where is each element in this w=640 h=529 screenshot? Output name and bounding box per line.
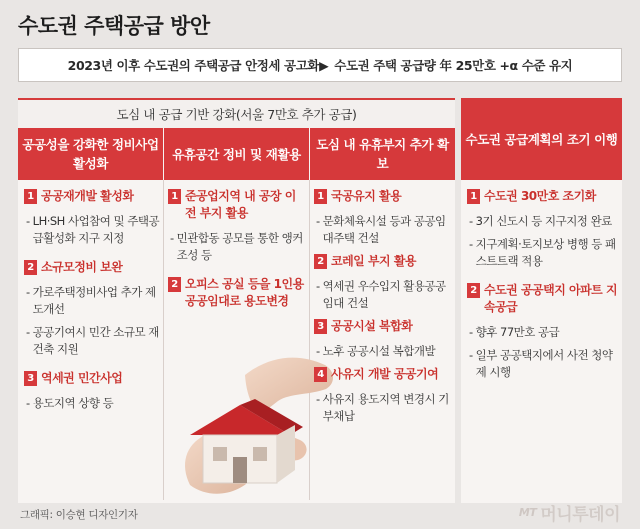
list-item: - 지구계획·토지보상 병행 등 패스트트랙 적용: [467, 236, 621, 270]
summary-left: 2023년 이후 수도권의 주택공급 안정세 공고화▶: [67, 58, 329, 73]
list-item: - 문화체육시설 등과 공공임대주택 건설: [314, 213, 452, 247]
section-title-text: 오피스 공실 등을 1인용 공공임대로 용도변경: [185, 277, 304, 308]
number-badge: 4: [314, 367, 327, 382]
column-header-4: 수도권 공급계획의 조기 이행: [461, 98, 622, 180]
column-4: [467, 188, 621, 387]
publisher-logo: [519, 500, 620, 525]
number-badge: 3: [314, 319, 327, 334]
page-title: 수도권 주택공급 방안: [18, 14, 210, 38]
summary-right: 수도권 주택 공급량 年 25만호 +α 수준 유지: [334, 58, 573, 73]
section-title: [314, 318, 452, 335]
list-item-text: 용도지역 상향 등: [32, 396, 114, 410]
list-item: - 가로주택정비사업 추가 제도개선: [24, 284, 162, 318]
number-badge: 1: [24, 189, 37, 204]
section-title: [168, 188, 306, 222]
section-title-text: 준공업지역 내 공장 이전 부지 활용: [185, 189, 296, 220]
column-header-2: 유휴공간 정비 및 재활용: [164, 128, 309, 180]
section-title-text: 역세권 민간사업: [41, 371, 123, 385]
list-item: - 민관합동 공모를 통한 앵커조성 등: [168, 230, 306, 264]
column-1: [24, 188, 162, 418]
summary-banner: [18, 48, 622, 82]
section-title-text: 수도권 공공택지 아파트 지속공급: [484, 283, 618, 314]
column-header-3: 도심 내 유휴부지 추가 확보: [310, 128, 455, 180]
list-item-text: 일부 공공택지에서 사전 청약제 시행: [475, 348, 613, 379]
list-item-text: 노후 공공시설 복합개발: [322, 344, 436, 358]
number-badge: 1: [467, 189, 480, 204]
section-title: [24, 188, 162, 205]
number-badge: 2: [314, 254, 327, 269]
logo-mark: MT: [518, 506, 537, 519]
list-item-text: 지구계획·토지보상 병행 등 패스트트랙 적용: [475, 237, 616, 268]
list-item-text: 공공기여시 민간 소규모 재건축 지원: [32, 325, 159, 356]
logo-name: 머니투데이: [540, 505, 620, 525]
list-item: - 역세권 우수입지 활용공공임대 건설: [314, 278, 452, 312]
section-title-text: 공공시설 복합화: [331, 319, 413, 333]
list-item-text: 가로주택정비사업 추가 제도개선: [32, 285, 156, 316]
list-item: - 3기 신도시 등 지구지정 완료: [467, 213, 621, 230]
section-title-text: 사유지 개발 공공기여: [331, 367, 439, 381]
number-badge: 2: [24, 260, 37, 275]
section-title: [314, 366, 452, 383]
list-item-text: LH·SH 사업참여 및 주택공급활성화 지구 지정: [32, 214, 160, 245]
list-item: - 노후 공공시설 복합개발: [314, 343, 452, 360]
section-title: [168, 276, 306, 310]
number-badge: 1: [314, 189, 327, 204]
list-item: - 사유지 용도지역 변경시 기부채납: [314, 391, 452, 425]
house-illustration: [150, 335, 340, 505]
section-title: [467, 282, 621, 316]
section-title-text: 소규모정비 보완: [41, 260, 123, 274]
number-badge: 2: [467, 283, 480, 298]
list-item: - 일부 공공택지에서 사전 청약제 시행: [467, 347, 621, 381]
list-item: - LH·SH 사업참여 및 주택공급활성화 지구 지정: [24, 213, 162, 247]
list-item-text: 문화체육시설 등과 공공임대주택 건설: [322, 214, 446, 245]
section-title: [467, 188, 621, 205]
number-badge: 3: [24, 371, 37, 386]
section-title: [314, 188, 452, 205]
graphic-credit: 그래픽: 이승현 디자인기자: [20, 509, 138, 521]
section-title: [314, 253, 452, 270]
list-item-text: 사유지 용도지역 변경시 기부채납: [322, 392, 449, 423]
column-header-1: 공공성을 강화한 정비사업 활성화: [18, 128, 163, 180]
section-title: [24, 370, 162, 387]
section-title-text: 코레일 부지 활용: [331, 254, 417, 268]
number-badge: 2: [168, 277, 181, 292]
list-item: - 공공기여시 민간 소규모 재건축 지원: [24, 324, 162, 358]
list-item-text: 향후 77만호 공급: [475, 325, 560, 339]
column-3: [314, 188, 452, 431]
list-item-text: 3기 신도시 등 지구지정 완료: [475, 214, 612, 228]
number-badge: 1: [168, 189, 181, 204]
section-title: [24, 259, 162, 276]
section-title-text: 수도권 30만호 조기화: [484, 189, 596, 203]
list-item: - 향후 77만호 공급: [467, 324, 621, 341]
list-item: - 용도지역 상향 등: [24, 395, 162, 412]
section-title-text: 국공유지 활용: [331, 189, 402, 203]
section-title-text: 공공재개발 활성화: [41, 189, 134, 203]
column-2: [168, 188, 306, 318]
list-item-text: 민관합동 공모를 통한 앵커조성 등: [176, 231, 303, 262]
group-header: 도심 내 공급 기반 강화(서울 7만호 추가 공급): [18, 98, 455, 128]
list-item-text: 역세권 우수입지 활용공공임대 건설: [322, 279, 446, 310]
